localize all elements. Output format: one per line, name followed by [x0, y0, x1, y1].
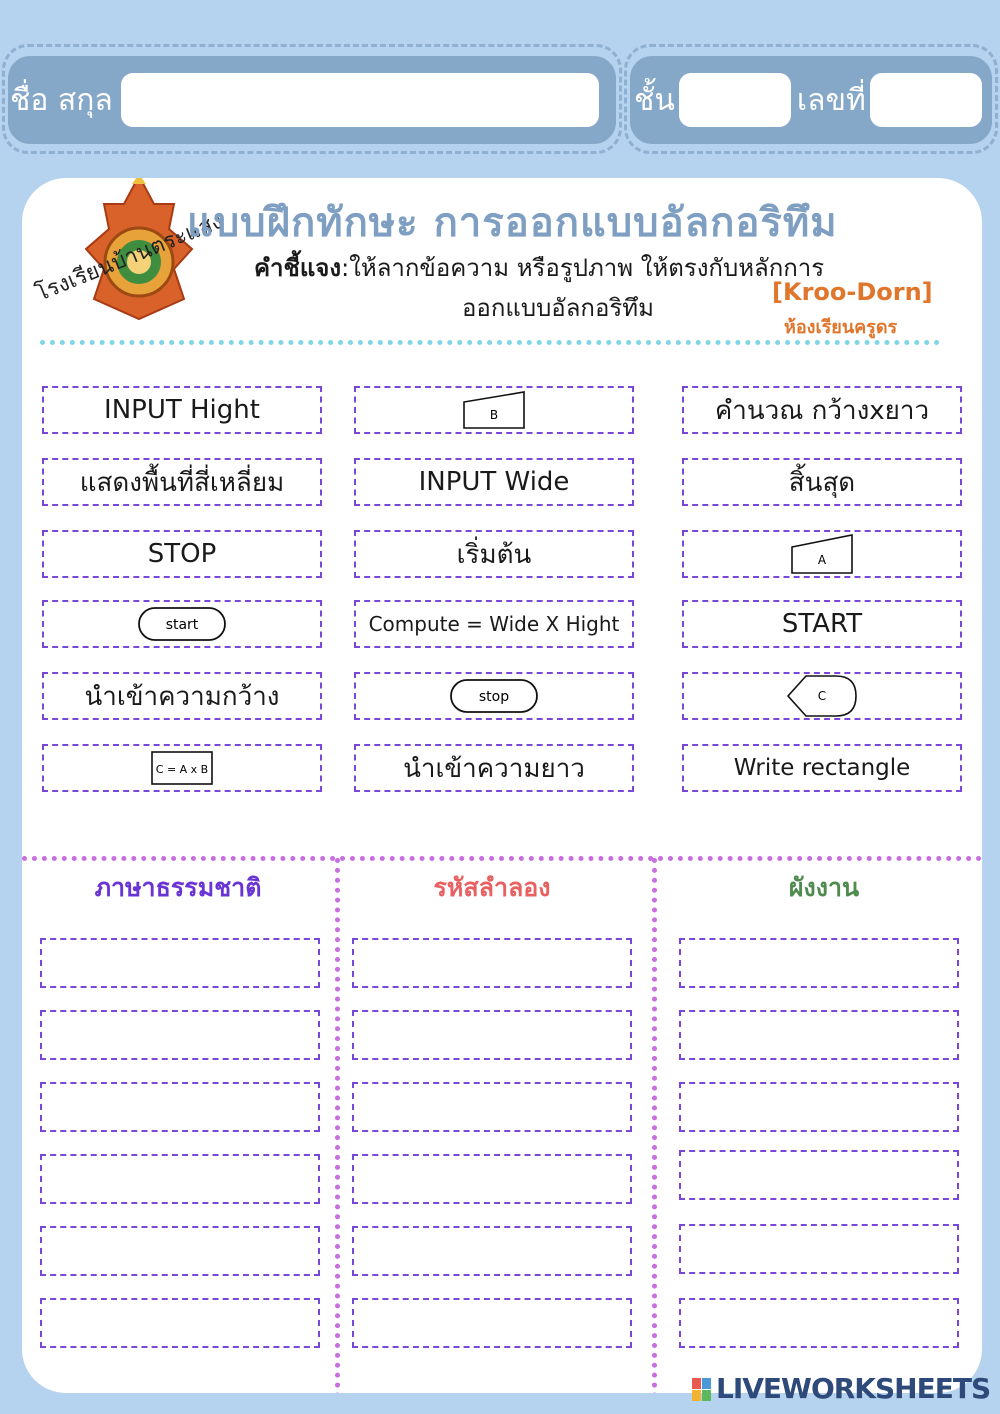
column-header-pseudocode — [342, 868, 642, 908]
instruction-bold: คำชี้แจง — [254, 254, 342, 282]
drop-slot-flowchart-6[interactable] — [679, 1298, 959, 1348]
tile-input-length-th[interactable] — [354, 744, 634, 792]
instruction-text: :ให้ลากข้อความ หรือรูปภาพ ให้ตรงกับหลักการ — [341, 254, 825, 282]
drop-slot-natural-2[interactable] — [40, 1010, 320, 1060]
manual-input-shape-icon — [462, 390, 526, 430]
tile-start[interactable] — [682, 600, 962, 648]
tile-compute[interactable] — [354, 600, 634, 648]
drop-slot-pseudocode-1[interactable] — [352, 938, 632, 988]
tile-label: นำเข้าความกว้าง — [84, 681, 280, 712]
drop-slot-flowchart-2[interactable] — [679, 1010, 959, 1060]
tile-label: START — [781, 609, 863, 639]
tile-label: นำเข้าความยาว — [403, 753, 585, 784]
instruction-line-2: ออกแบบอัลกอริทึม — [462, 294, 654, 322]
drop-slot-natural-1[interactable] — [40, 938, 320, 988]
tile-process-box[interactable] — [42, 744, 322, 792]
class-input[interactable] — [679, 73, 791, 127]
tile-label: Write rectangle — [733, 755, 911, 781]
tile-manual-input-a[interactable] — [682, 530, 962, 578]
shape-letter: C — [817, 689, 827, 703]
tile-label: INPUT Hight — [104, 395, 260, 425]
column-header-label: รหัสลำลอง — [433, 873, 551, 902]
drop-slot-natural-4[interactable] — [40, 1154, 320, 1204]
author-label: [Kroo-Dorn] — [772, 278, 933, 306]
drop-slot-flowchart-5[interactable] — [679, 1224, 959, 1274]
drop-slot-natural-5[interactable] — [40, 1226, 320, 1276]
number-label: เลขที่ — [796, 82, 866, 118]
tile-label: คำนวณ กว้างxยาว — [714, 395, 930, 426]
column-divider-2 — [652, 858, 657, 1393]
drop-slot-pseudocode-6[interactable] — [352, 1298, 632, 1348]
tile-label: INPUT Wide — [418, 467, 570, 497]
terminal-shape-icon — [137, 606, 227, 642]
drop-slot-flowchart-4[interactable] — [679, 1150, 959, 1200]
column-header-label: ผังงาน — [788, 873, 860, 902]
tile-terminal-stop[interactable] — [354, 672, 634, 720]
section-divider — [22, 856, 982, 861]
worksheet-card — [22, 178, 982, 1393]
class-label: ชั้น — [634, 82, 675, 118]
tile-label: Compute = Wide X Hight — [368, 612, 620, 636]
process-shape-icon — [150, 750, 214, 786]
column-header-label: ภาษาธรรมชาติ — [94, 873, 262, 902]
drop-slot-pseudocode-3[interactable] — [352, 1082, 632, 1132]
header-divider — [40, 340, 940, 345]
name-input[interactable] — [121, 73, 599, 127]
tile-show-area-th[interactable] — [42, 458, 322, 506]
shape-letter: A — [817, 553, 827, 567]
shape-letter: B — [489, 408, 499, 422]
school-name: โรงเรียนบ้านตระแสง — [32, 208, 227, 307]
shape-text: start — [165, 617, 199, 633]
class-bar — [630, 56, 992, 144]
tile-label: แสดงพื้นที่สี่เหลี่ยม — [79, 467, 285, 498]
manual-input-shape-icon — [790, 533, 854, 575]
liveworksheets-logo-icon — [692, 1378, 712, 1402]
column-divider-1 — [335, 858, 340, 1393]
author-sub-label: ห้องเรียนครูดร — [784, 317, 898, 338]
number-input[interactable] — [870, 73, 982, 127]
tile-label: เริ่มต้น — [456, 539, 532, 570]
drop-slot-pseudocode-4[interactable] — [352, 1154, 632, 1204]
tile-stop[interactable] — [42, 530, 322, 578]
tile-input-hight[interactable] — [42, 386, 322, 434]
terminal-shape-icon — [449, 678, 539, 714]
drop-slot-pseudocode-2[interactable] — [352, 1010, 632, 1060]
liveworksheets-brand[interactable]: LIVEWORKSHEETS — [716, 1372, 991, 1405]
tile-input-width-th[interactable] — [42, 672, 322, 720]
tile-compute-th[interactable] — [682, 386, 962, 434]
tile-label: สิ้นสุด — [788, 467, 856, 498]
drop-slot-flowchart-3[interactable] — [679, 1082, 959, 1132]
tile-display-c[interactable] — [682, 672, 962, 720]
tile-start-th[interactable] — [354, 530, 634, 578]
drop-slot-flowchart-1[interactable] — [679, 938, 959, 988]
column-header-natural-language — [28, 868, 328, 908]
name-label: ชื่อ สกุล — [10, 82, 113, 118]
drop-slot-pseudocode-5[interactable] — [352, 1226, 632, 1276]
tile-input-wide[interactable] — [354, 458, 634, 506]
drop-slot-natural-3[interactable] — [40, 1082, 320, 1132]
column-header-flowchart — [674, 868, 974, 908]
tile-write-rectangle[interactable] — [682, 744, 962, 792]
tile-manual-input-b[interactable] — [354, 386, 634, 434]
drop-slot-natural-6[interactable] — [40, 1298, 320, 1348]
name-bar — [8, 56, 616, 144]
shape-text: C = A x B — [155, 763, 209, 776]
tile-label: STOP — [147, 539, 217, 569]
display-shape-icon — [784, 674, 860, 718]
tile-terminal-start[interactable] — [42, 600, 322, 648]
page-title: แบบฝึกทักษะ การออกแบบอัลกอริทึม — [187, 200, 838, 246]
tile-end-th[interactable] — [682, 458, 962, 506]
shape-text: stop — [478, 689, 510, 705]
